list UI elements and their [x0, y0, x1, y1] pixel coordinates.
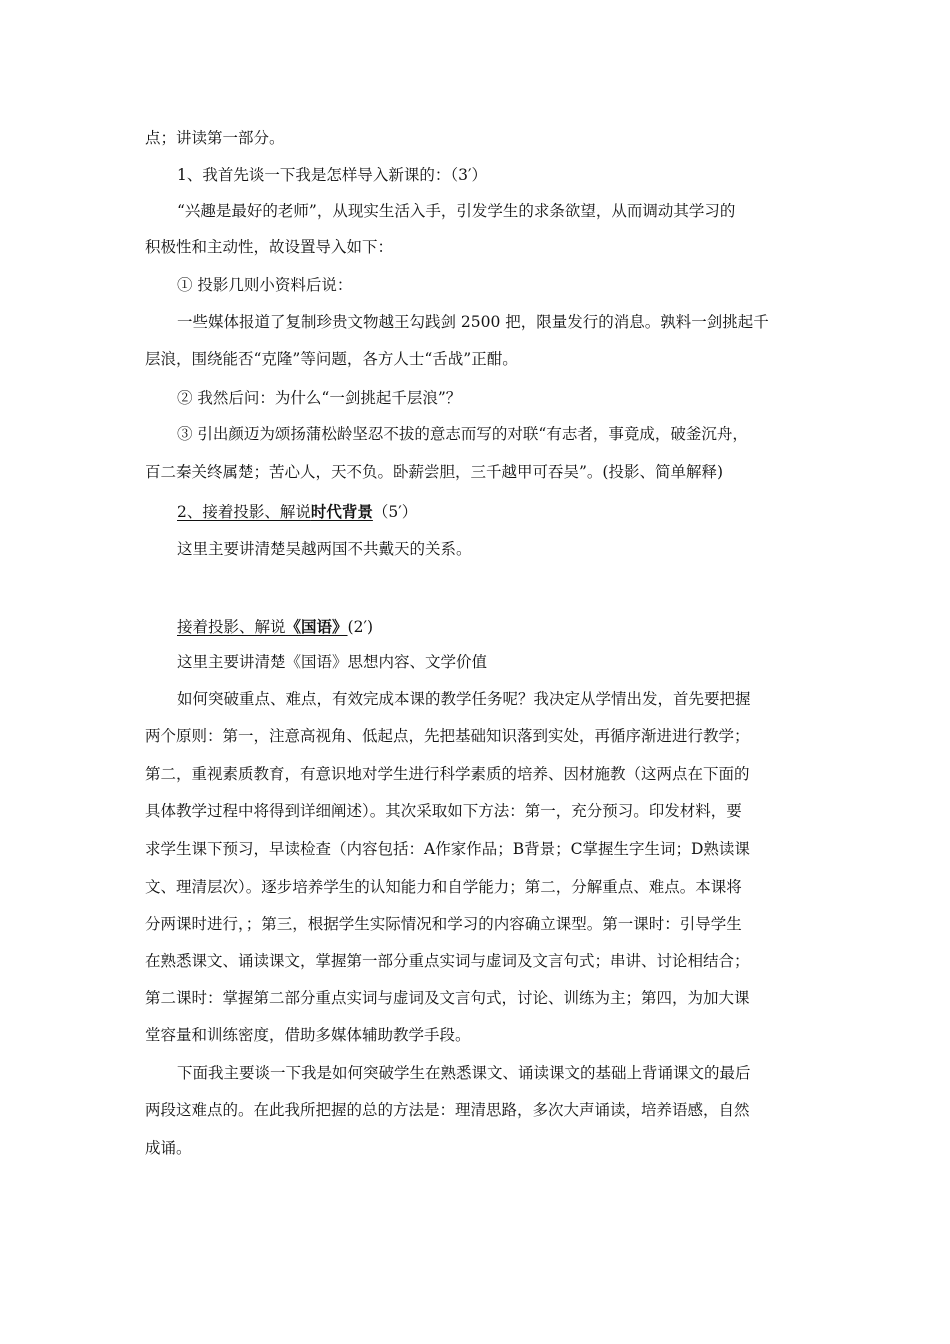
text-line: “兴趣是最好的老师”，从现实生活入手，引发学生的求条欲望，从而调动其学习的 — [177, 202, 736, 220]
text-line: 一些媒体报道了复制珍贵文物越王勾践剑 2500 把，限量发行的消息。孰料一剑挑起千 — [177, 313, 769, 331]
text-line: ① 投影几则小资料后说： — [177, 276, 353, 294]
heading-bold: 时代背景 — [310, 502, 373, 521]
text-line: 成诵。 — [145, 1139, 192, 1157]
text-line: 在熟悉课文、诵读课文，掌握第一部分重点实词与虚词及文言句式；串讲、讨论相结合； — [145, 952, 750, 970]
text-line: ③ 引出颜迈为颂扬蒲松龄坚忍不拔的意志而写的对联“有志者，事竟成，破釜沉舟， — [177, 425, 748, 443]
text-line: 积极性和主动性，故设置导入如下： — [145, 238, 394, 256]
text-line: 1、我首先谈一下我是怎样导入新课的：（3′） — [177, 166, 487, 184]
text-line: 这里主要讲清楚《国语》思想内容、文学价值 — [177, 653, 488, 671]
text-line: 百二秦关终属楚；苦心人，天不负。卧薪尝胆，三千越甲可吞吴”。(投影、简单解释) — [145, 463, 724, 481]
heading-prefix: 接着投影、解说 — [177, 618, 286, 636]
text-line: 求学生课下预习，早读检查（内容包括：A作家作品；B背景；C掌握生字生词；D熟读课 — [145, 840, 750, 858]
text-line: 这里主要讲清楚吴越两国不共戴天的关系。 — [177, 540, 472, 558]
text-line: 文、理清层次）。逐步培养学生的认知能力和自学能力；第二，分解重点、难点。本课将 — [145, 878, 742, 896]
text-line: 第二，重视素质教育，有意识地对学生进行科学素质的培养、因材施教（这两点在下面的 — [145, 765, 750, 783]
text-line: 下面我主要谈一下我是如何突破学生在熟悉课文、诵读课文的基础上背诵课文的最后 — [177, 1064, 751, 1082]
heading-bold: 《国语》 — [285, 617, 348, 636]
text-line: 具体教学过程中将得到详细阐述）。其次采取如下方法：第一，充分预习。印发材料，要 — [145, 802, 742, 820]
heading-prefix: 2、接着投影、解说 — [177, 503, 311, 521]
text-line: 如何突破重点、难点，有效完成本课的教学任务呢？我决定从学情出发，首先要把握 — [177, 690, 751, 708]
heading-suffix: (2′) — [347, 618, 374, 636]
heading-suffix: （5′） — [372, 503, 418, 521]
text-line: 第二课时：掌握第二部分重点实词与虚词及文言句式，讨论、训练为主；第四，为加大课 — [145, 989, 750, 1007]
text-line: 堂容量和训练密度，借助多媒体辅助教学手段。 — [145, 1026, 471, 1044]
text-line: 分两课时进行，；第三，根据学生实际情况和学习的内容确立课型。第一课时：引导学生 — [145, 915, 742, 933]
section-heading-guoyu — [177, 616, 827, 638]
text-line: 两段这难点的。在此我所把握的总的方法是：理清思路，多次大声诵读，培养语感，自然 — [145, 1101, 750, 1119]
text-line: 两个原则：第一，注意高视角、低起点，先把基础知识落到实处，再循序渐进进行教学； — [145, 727, 750, 745]
text-line: 点；讲读第一部分。 — [145, 129, 285, 147]
text-line: ② 我然后问：为什么“一剑挑起千层浪”？ — [177, 389, 462, 407]
section-heading-era-background — [177, 501, 827, 523]
text-line: 层浪，围绕能否“克隆”等问题，各方人士“舌战”正酣。 — [145, 350, 518, 368]
